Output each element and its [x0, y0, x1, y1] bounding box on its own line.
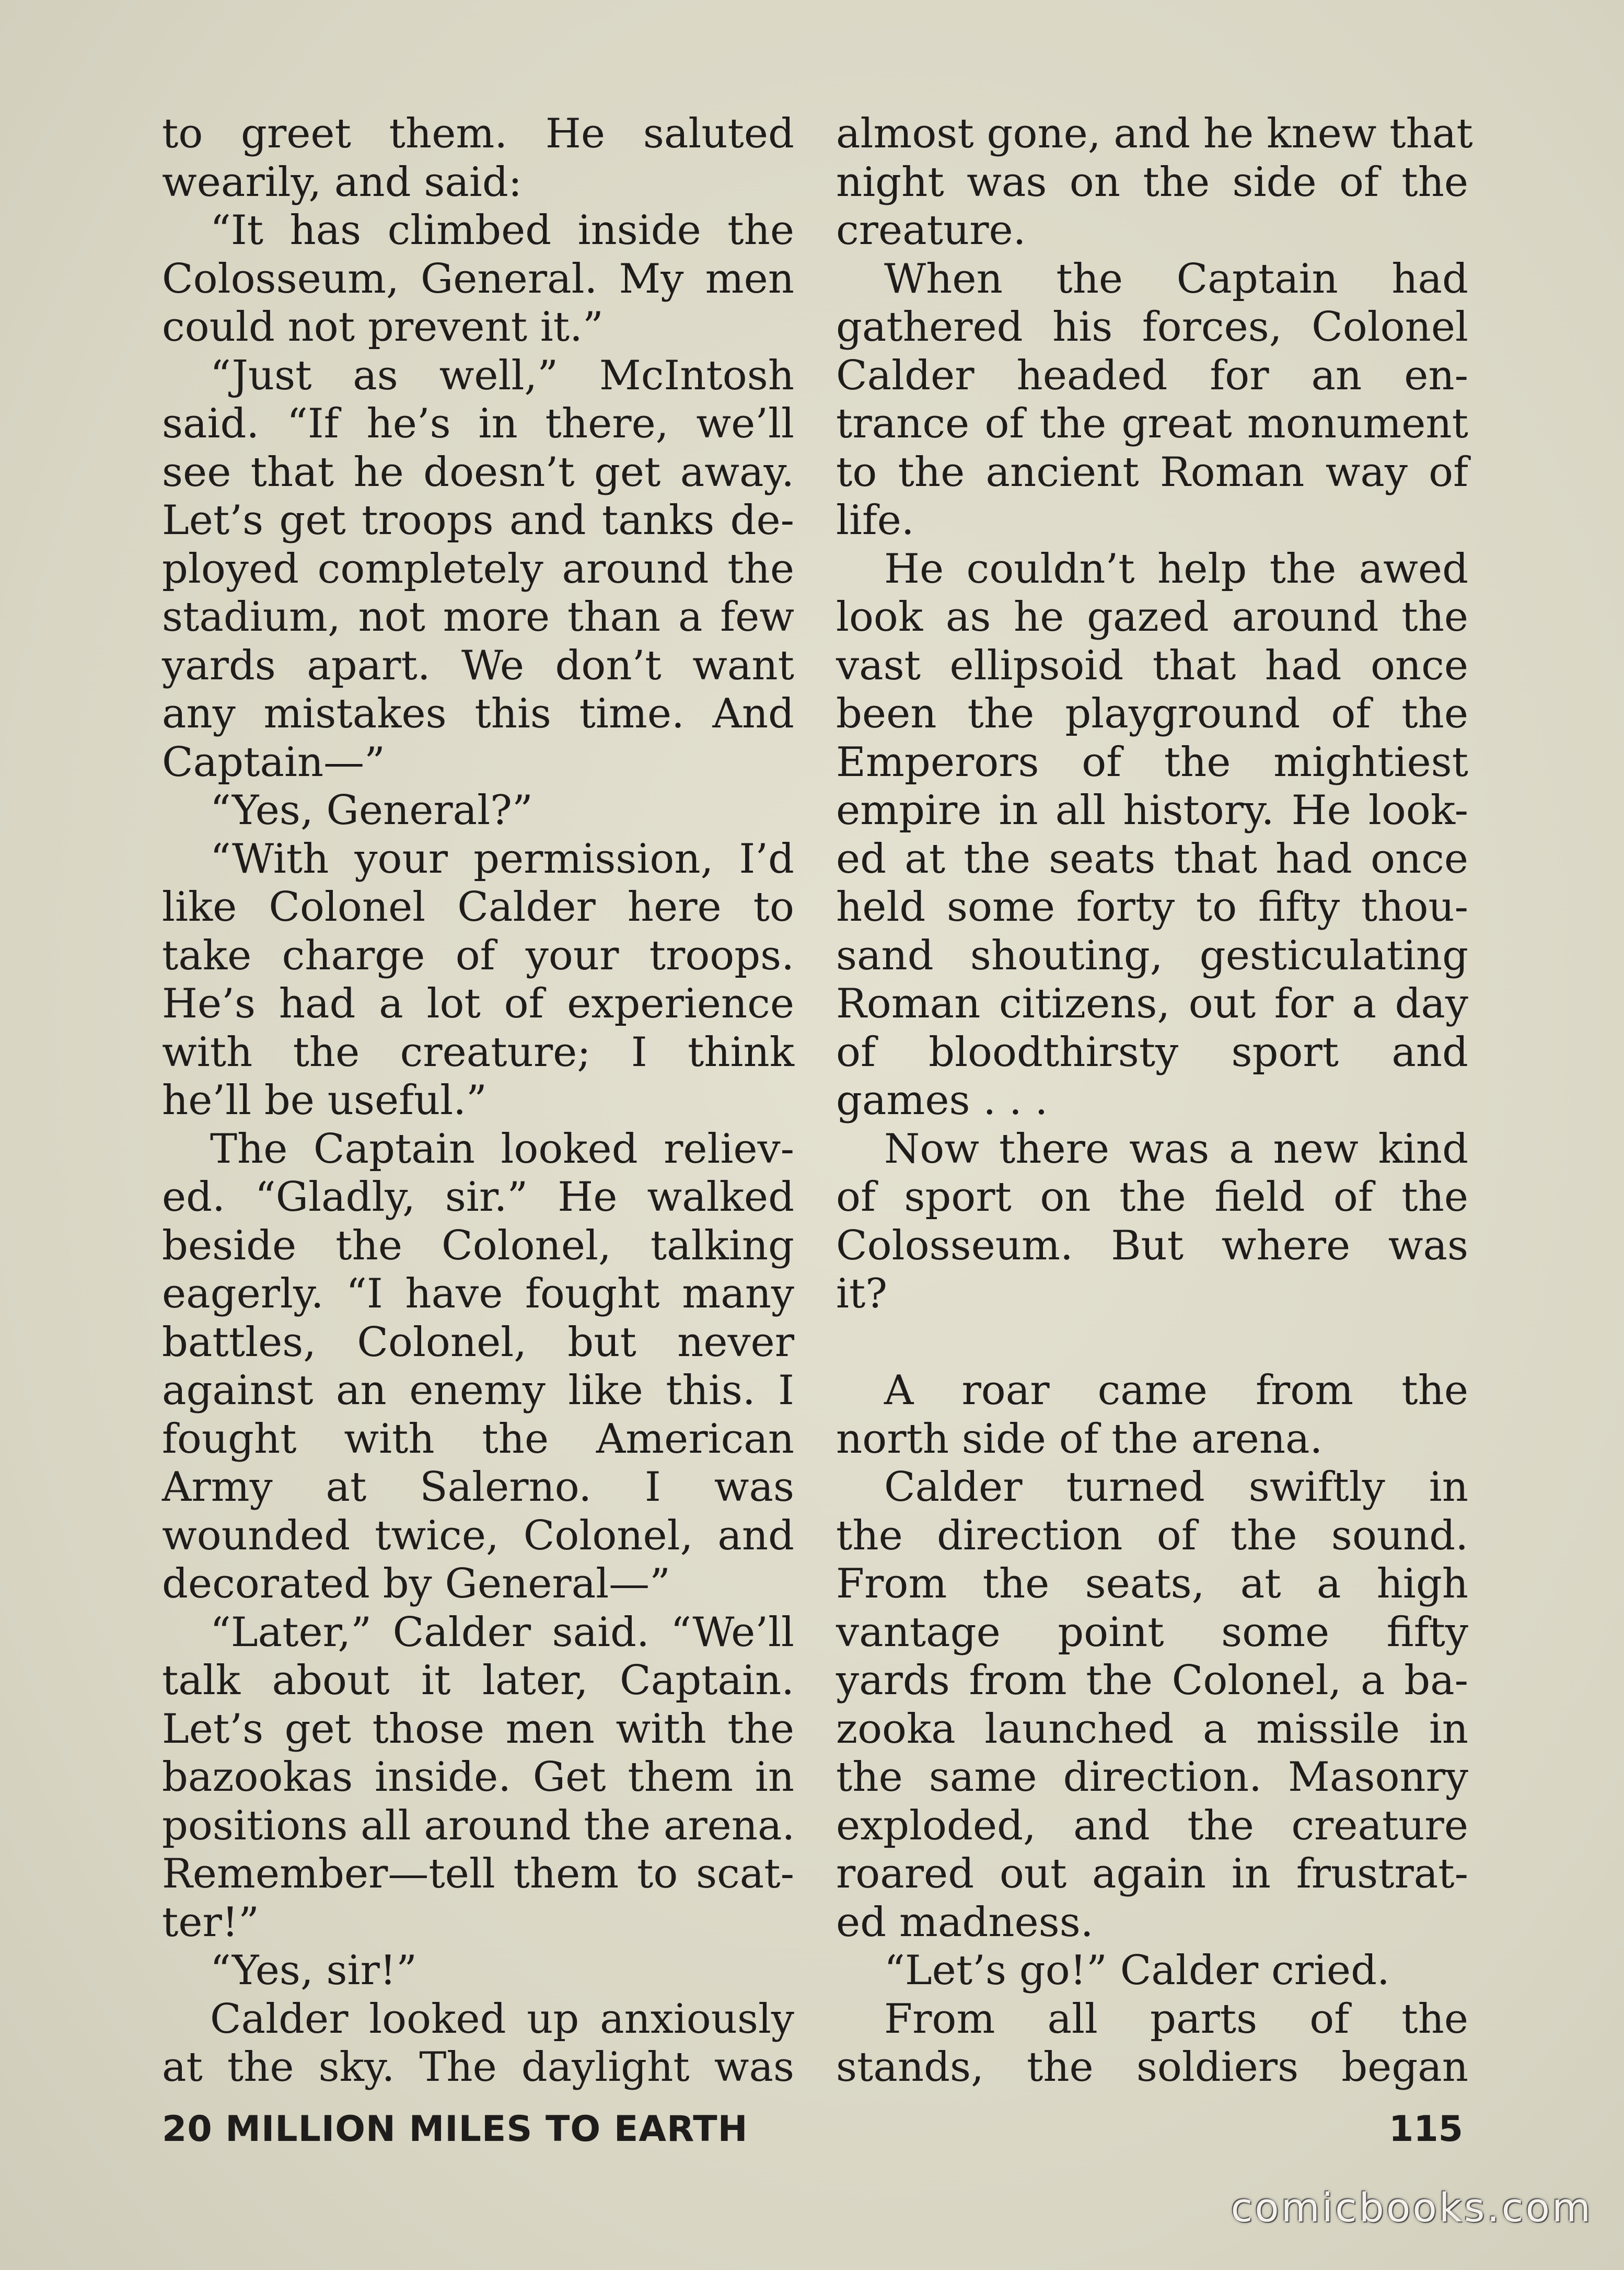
text-line: “It has climbed inside the [210, 207, 794, 254]
text-line: trance of the great monument [836, 400, 1468, 447]
watermark: comicbooks.com [1231, 2184, 1593, 2231]
text-line: take charge of your troops. [162, 932, 794, 979]
text-line: almost gone, and he knew that [836, 110, 1473, 157]
text-line: held some forty to fifty thou- [836, 884, 1468, 931]
text-line: yards from the Colonel, a ba- [836, 1657, 1468, 1704]
text-line: ed madness. [836, 1898, 1094, 1946]
text-line: Now there was a new kind [884, 1125, 1468, 1173]
text-line: sand shouting, gesticulating [836, 932, 1468, 979]
text-line: “Yes, sir!” [210, 1947, 417, 1994]
text-line: see that he doesn’t get away. [162, 448, 794, 496]
text-line: ed at the seats that had once [836, 835, 1468, 883]
text-line: look as he gazed around the [836, 594, 1468, 641]
text-line: roared out again in frustrat- [836, 1850, 1468, 1897]
text-line: “Yes, General?” [210, 787, 533, 834]
text-line: ployed completely around the [162, 545, 794, 593]
page-number: 115 [1389, 2109, 1463, 2150]
text-line: eagerly. “I have fought many [162, 1270, 794, 1317]
text-line: vantage point some fifty [836, 1608, 1468, 1656]
text-line: the same direction. Masonry [836, 1754, 1468, 1801]
text-line: could not prevent it.” [162, 304, 604, 351]
text-line: Calder headed for an en- [836, 352, 1468, 399]
text-line: said. “If he’s in there, we’ll [162, 400, 794, 447]
text-line: the direction of the sound. [836, 1512, 1468, 1559]
text-line: Emperors of the mightiest [836, 738, 1468, 786]
left-text-column [162, 110, 794, 2092]
text-line: Calder looked up anxiously [210, 1995, 794, 2043]
text-line: battles, Colonel, but never [162, 1318, 794, 1366]
text-line: against an enemy like this. I [162, 1367, 794, 1414]
text-line: of sport on the field of the [836, 1174, 1468, 1221]
text-line: Let’s get those men with the [162, 1705, 794, 1753]
text-line: Remember—tell them to scat- [162, 1850, 794, 1897]
text-line: bazookas inside. Get them in [162, 1754, 794, 1801]
text-line: “Let’s go!” Calder cried. [884, 1947, 1390, 1994]
text-line: it? [836, 1270, 888, 1317]
text-line: yards apart. We don’t want [162, 642, 794, 689]
text-line: of bloodthirsty sport and [836, 1028, 1468, 1076]
text-line: He’s had a lot of experience [162, 980, 794, 1027]
text-line: stadium, not more than a few [162, 594, 794, 641]
text-line: talk about it later, Captain. [162, 1657, 794, 1704]
text-line: The Captain looked reliev- [210, 1125, 794, 1173]
text-line: at the sky. The daylight was [162, 2044, 794, 2091]
text-line: life. [836, 497, 914, 544]
text-line: Calder turned swiftly in [884, 1464, 1468, 1511]
right-text-column [836, 110, 1473, 2092]
text-line: Colosseum. But where was [836, 1222, 1468, 1269]
text-line: decorated by General—” [162, 1560, 671, 1607]
text-line: exploded, and the creature [836, 1802, 1468, 1849]
text-line: He couldn’t help the awed [884, 545, 1468, 593]
text-line: Let’s get troops and tanks de- [162, 497, 794, 544]
text-line: fought with the American [162, 1415, 794, 1463]
text-line: A roar came from the [884, 1367, 1468, 1414]
page-footer [162, 2109, 1463, 2161]
text-line: Army at Salerno. I was [162, 1464, 794, 1511]
text-line: north side of the arena. [836, 1415, 1323, 1463]
text-line [836, 1318, 1468, 1367]
text-line: to greet them. He saluted [162, 110, 794, 157]
text-line: wounded twice, Colonel, and [162, 1512, 794, 1559]
text-line: From all parts of the [884, 1995, 1468, 2043]
text-line: night was on the side of the [836, 158, 1468, 206]
text-line: empire in all history. He look- [836, 787, 1468, 834]
text-line: with the creature; I think [162, 1028, 794, 1076]
text-line: Captain—” [162, 738, 386, 786]
text-line: “Later,” Calder said. “We’ll [210, 1608, 794, 1656]
text-line: games . . . [836, 1077, 1048, 1124]
text-line: like Colonel Calder here to [162, 884, 794, 931]
running-title: 20 MILLION MILES TO EARTH [162, 2109, 748, 2150]
text-line: ter!” [162, 1898, 260, 1946]
text-line: to the ancient Roman way of [836, 448, 1468, 496]
text-line: Roman citizens, out for a day [836, 980, 1468, 1027]
text-line: positions all around the arena. [162, 1802, 795, 1849]
text-line: any mistakes this time. And [162, 690, 794, 737]
text-line: stands, the soldiers began [836, 2044, 1468, 2091]
text-line: wearily, and said: [162, 158, 523, 206]
text-line: ed. “Gladly, sir.” He walked [162, 1174, 794, 1221]
text-line: gathered his forces, Colonel [836, 304, 1468, 351]
text-line: “With your permission, I’d [210, 835, 794, 883]
text-line: vast ellipsoid that had once [836, 642, 1468, 689]
text-line: zooka launched a missile in [836, 1705, 1468, 1753]
text-line: been the playground of the [836, 690, 1468, 737]
text-line: creature. [836, 207, 1026, 254]
text-line: From the seats, at a high [836, 1560, 1468, 1607]
text-line: “Just as well,” McIntosh [210, 352, 794, 399]
text-line: When the Captain had [884, 255, 1468, 303]
text-line: beside the Colonel, talking [162, 1222, 794, 1269]
text-line: Colosseum, General. My men [162, 255, 794, 303]
text-line: he’ll be useful.” [162, 1077, 487, 1124]
